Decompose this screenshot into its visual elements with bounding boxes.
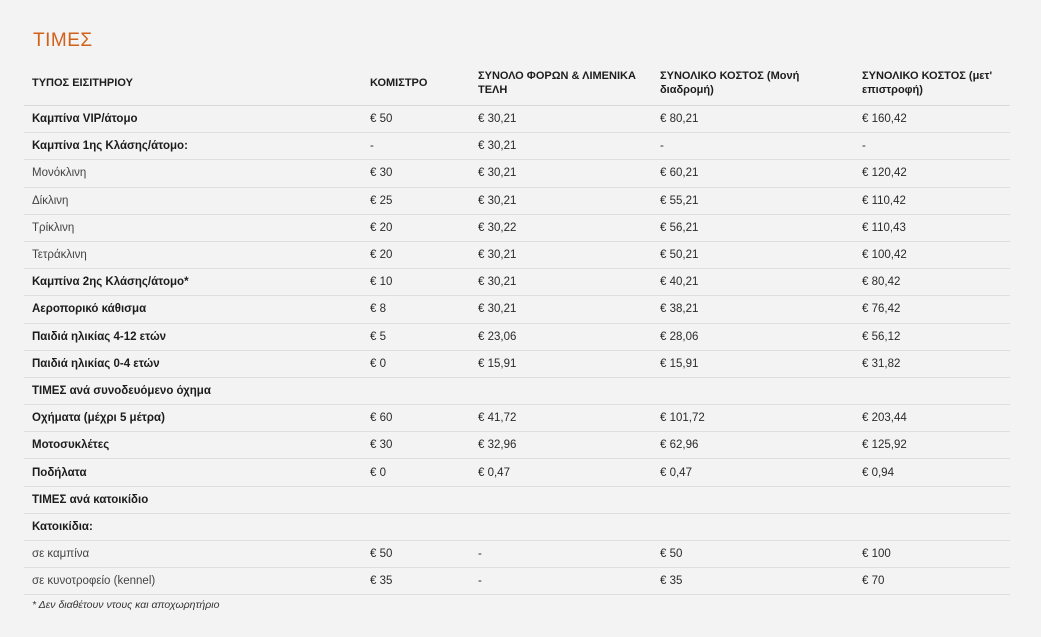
cell-fare — [362, 377, 470, 404]
cell-total-one-way: € 40,21 — [652, 269, 854, 296]
header-total-return: ΣΥΝΟΛΙΚΟ ΚΟΣΤΟΣ (μετ' επιστροφή) — [854, 63, 1010, 106]
cell-fare: € 35 — [362, 568, 470, 595]
cell-ticket-type: Κατοικίδια: — [24, 513, 362, 540]
table-row — [24, 541, 1010, 568]
cell-ticket-type: Μονόκλινη — [24, 160, 362, 187]
cell-total-one-way: € 50,21 — [652, 241, 854, 268]
cell-total-return: € 203,44 — [854, 405, 1010, 432]
cell-total-return: € 110,43 — [854, 214, 1010, 241]
cell-total-one-way: € 0,47 — [652, 459, 854, 486]
cell-total-one-way — [652, 486, 854, 513]
cell-total-one-way: € 56,21 — [652, 214, 854, 241]
table-row — [24, 187, 1010, 214]
cell-total-return: € 100 — [854, 541, 1010, 568]
cell-fare: € 25 — [362, 187, 470, 214]
cell-total-return — [854, 486, 1010, 513]
cell-fare: € 30 — [362, 160, 470, 187]
cell-ticket-type: Ποδήλατα — [24, 459, 362, 486]
table-row — [24, 269, 1010, 296]
table-row — [24, 459, 1010, 486]
cell-total-one-way: € 60,21 — [652, 160, 854, 187]
cell-fare: € 0 — [362, 350, 470, 377]
cell-ticket-type: Οχήματα (μέχρι 5 μέτρα) — [24, 405, 362, 432]
cell-taxes: - — [470, 568, 652, 595]
cell-total-return: € 110,42 — [854, 187, 1010, 214]
header-ticket-type: ΤΥΠΟΣ ΕΙΣΙΤΗΡΙΟΥ — [24, 63, 362, 106]
cell-fare: € 50 — [362, 541, 470, 568]
cell-fare: - — [362, 133, 470, 160]
table-row — [24, 160, 1010, 187]
footnote: * Δεν διαθέτουν ντους και αποχωρητήριο — [32, 599, 220, 611]
table-row — [24, 350, 1010, 377]
cell-fare: € 8 — [362, 296, 470, 323]
cell-ticket-type: Καμπίνα VIP/άτομο — [24, 106, 362, 133]
cell-total-return: - — [854, 133, 1010, 160]
cell-ticket-type: Καμπίνα 2ης Κλάσης/άτομο* — [24, 269, 362, 296]
cell-taxes: - — [470, 541, 652, 568]
cell-taxes: € 41,72 — [470, 405, 652, 432]
cell-fare: € 10 — [362, 269, 470, 296]
page-title: ΤΙΜΕΣ — [33, 30, 93, 51]
cell-ticket-type: Τρίκλινη — [24, 214, 362, 241]
cell-total-return: € 56,12 — [854, 323, 1010, 350]
cell-ticket-type: σε καμπίνα — [24, 541, 362, 568]
table-header-row — [24, 63, 1010, 106]
table-row — [24, 405, 1010, 432]
cell-fare: € 30 — [362, 432, 470, 459]
section-row — [24, 377, 1010, 404]
cell-total-one-way — [652, 513, 854, 540]
cell-total-return: € 80,42 — [854, 269, 1010, 296]
cell-total-one-way: € 38,21 — [652, 296, 854, 323]
cell-taxes: € 23,06 — [470, 323, 652, 350]
cell-fare: € 0 — [362, 459, 470, 486]
cell-total-one-way: - — [652, 133, 854, 160]
cell-total-return: € 125,92 — [854, 432, 1010, 459]
cell-total-one-way: € 50 — [652, 541, 854, 568]
price-table — [24, 63, 1010, 595]
cell-total-return — [854, 513, 1010, 540]
header-fare: ΚΟΜΙΣΤΡΟ — [362, 63, 470, 106]
cell-total-return: € 31,82 — [854, 350, 1010, 377]
cell-taxes — [470, 377, 652, 404]
cell-taxes: € 15,91 — [470, 350, 652, 377]
table-row — [24, 432, 1010, 459]
cell-fare — [362, 513, 470, 540]
cell-taxes: € 30,21 — [470, 133, 652, 160]
section-title-vehicles: ΤΙΜΕΣ ανά συνοδευόμενο όχημα — [24, 377, 362, 404]
cell-taxes: € 32,96 — [470, 432, 652, 459]
cell-fare — [362, 486, 470, 513]
cell-taxes — [470, 513, 652, 540]
cell-total-return: € 76,42 — [854, 296, 1010, 323]
table-row — [24, 296, 1010, 323]
cell-fare: € 20 — [362, 214, 470, 241]
section-title-pets: ΤΙΜΕΣ ανά κατοικίδιο — [24, 486, 362, 513]
cell-ticket-type: σε κυνοτροφείο (kennel) — [24, 568, 362, 595]
cell-ticket-type: Παιδιά ηλικίας 0-4 ετών — [24, 350, 362, 377]
table-row — [24, 241, 1010, 268]
cell-taxes: € 30,21 — [470, 106, 652, 133]
cell-ticket-type: Τετράκλινη — [24, 241, 362, 268]
cell-taxes: € 30,21 — [470, 160, 652, 187]
header-taxes: ΣΥΝΟΛΟ ΦΟΡΩΝ & ΛΙΜΕΝΙΚΑ ΤΕΛΗ — [470, 63, 652, 106]
cell-total-one-way: € 62,96 — [652, 432, 854, 459]
cell-total-one-way: € 80,21 — [652, 106, 854, 133]
table-row — [24, 133, 1010, 160]
cell-ticket-type: Μοτοσυκλέτες — [24, 432, 362, 459]
cell-total-return: € 70 — [854, 568, 1010, 595]
cell-total-return: € 120,42 — [854, 160, 1010, 187]
cell-ticket-type: Καμπίνα 1ης Κλάσης/άτομο: — [24, 133, 362, 160]
cell-ticket-type: Αεροπορικό κάθισμα — [24, 296, 362, 323]
table-row — [24, 106, 1010, 133]
cell-taxes: € 30,21 — [470, 241, 652, 268]
cell-fare: € 60 — [362, 405, 470, 432]
cell-total-one-way: € 15,91 — [652, 350, 854, 377]
cell-taxes: € 0,47 — [470, 459, 652, 486]
cell-ticket-type: Δίκλινη — [24, 187, 362, 214]
cell-total-one-way: € 28,06 — [652, 323, 854, 350]
cell-total-return: € 100,42 — [854, 241, 1010, 268]
table-row — [24, 568, 1010, 595]
section-row — [24, 486, 1010, 513]
cell-total-one-way: € 101,72 — [652, 405, 854, 432]
cell-fare: € 50 — [362, 106, 470, 133]
cell-total-return: € 160,42 — [854, 106, 1010, 133]
cell-total-return — [854, 377, 1010, 404]
cell-taxes: € 30,21 — [470, 269, 652, 296]
cell-taxes: € 30,22 — [470, 214, 652, 241]
table-row — [24, 513, 1010, 540]
header-total-one-way: ΣΥΝΟΛΙΚΟ ΚΟΣΤΟΣ (Μονή διαδρομή) — [652, 63, 854, 106]
cell-taxes: € 30,21 — [470, 187, 652, 214]
cell-taxes: € 30,21 — [470, 296, 652, 323]
cell-fare: € 5 — [362, 323, 470, 350]
cell-total-return: € 0,94 — [854, 459, 1010, 486]
cell-total-one-way: € 35 — [652, 568, 854, 595]
cell-ticket-type: Παιδιά ηλικίας 4-12 ετών — [24, 323, 362, 350]
cell-total-one-way — [652, 377, 854, 404]
table-row — [24, 323, 1010, 350]
cell-total-one-way: € 55,21 — [652, 187, 854, 214]
cell-taxes — [470, 486, 652, 513]
table-row — [24, 214, 1010, 241]
cell-fare: € 20 — [362, 241, 470, 268]
